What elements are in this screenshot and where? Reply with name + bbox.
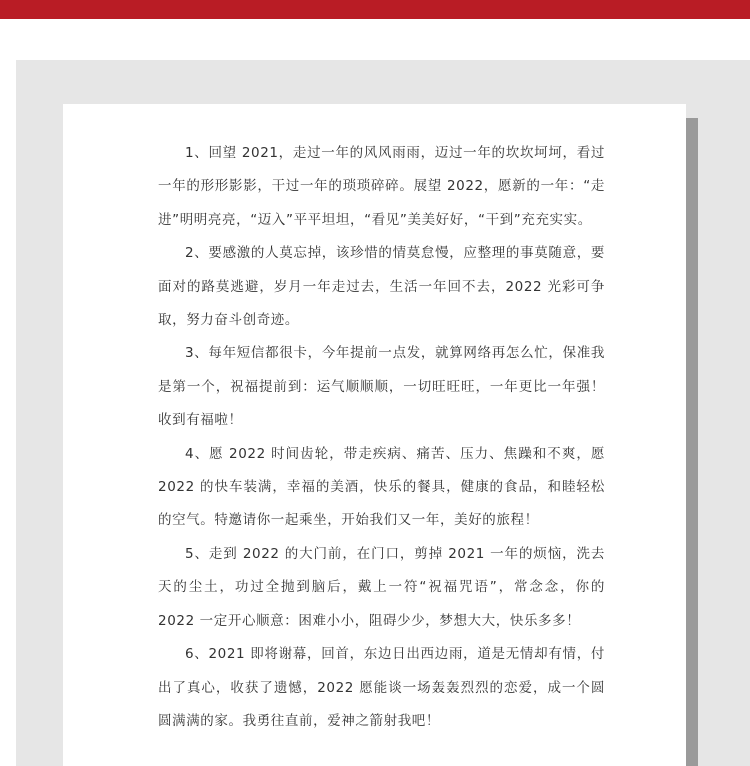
document-page [63, 104, 686, 766]
paragraph-4: 4、愿 2022 时间齿轮，带走疾病、痛苦、压力、焦躁和不爽，愿 2022 的快车装满，幸福的美酒，快乐的餐具，健康的食品，和睦轻松的空气。特邀请你一起乘坐，开始我们又一年，美好的旅程！ [158, 445, 605, 529]
paragraph-6: 6、2021 即将谢幕，回首，东边日出西边雨，道是无情却有情，付出了真心，收获了遗憾，2022 愿能谈一场轰轰烈烈的恋爱，成一个圆圆满满的家。我勇往直前，爱神之箭射我吧！ [158, 646, 605, 729]
paragraph-1: 1、回望 2021，走过一年的风风雨雨，迈过一年的坎坎坷坷，看过一年的形形影影，干过一年的琐琐碎碎。展望 2022，愿新的一年：“走进”明明亮亮，“迈入”平平坦坦，“看见”美美好好，“干到”充充实实。 [158, 145, 605, 228]
paragraph-3: 3、每年短信都很卡，今年提前一点发，就算网络再怎么忙，保准我是第一个，祝福提前到：运气顺顺顺，一切旺旺旺，一年更比一年强！收到有福啦！ [158, 345, 605, 429]
document-body [158, 137, 605, 738]
paragraph-5: 5、走到 2022 的大门前，在门口，剪掉 2021 一年的烦恼，洗去天的尘土，功过全抛到脑后，戴上一符“祝福咒语”，常念念，你的 2022 一定开心顺意：困难小小，阻碍少少，梦想大大，快乐多多！ [158, 545, 605, 629]
top-accent-bar [0, 0, 750, 19]
paragraph-2: 2、要感激的人莫忘掉，该珍惜的情莫怠慢，应整理的事莫随意，要面对的路莫逃避，岁月一年走过去，生活一年回不去，2022 光彩可争取，努力奋斗创奇迹。 [158, 245, 605, 329]
